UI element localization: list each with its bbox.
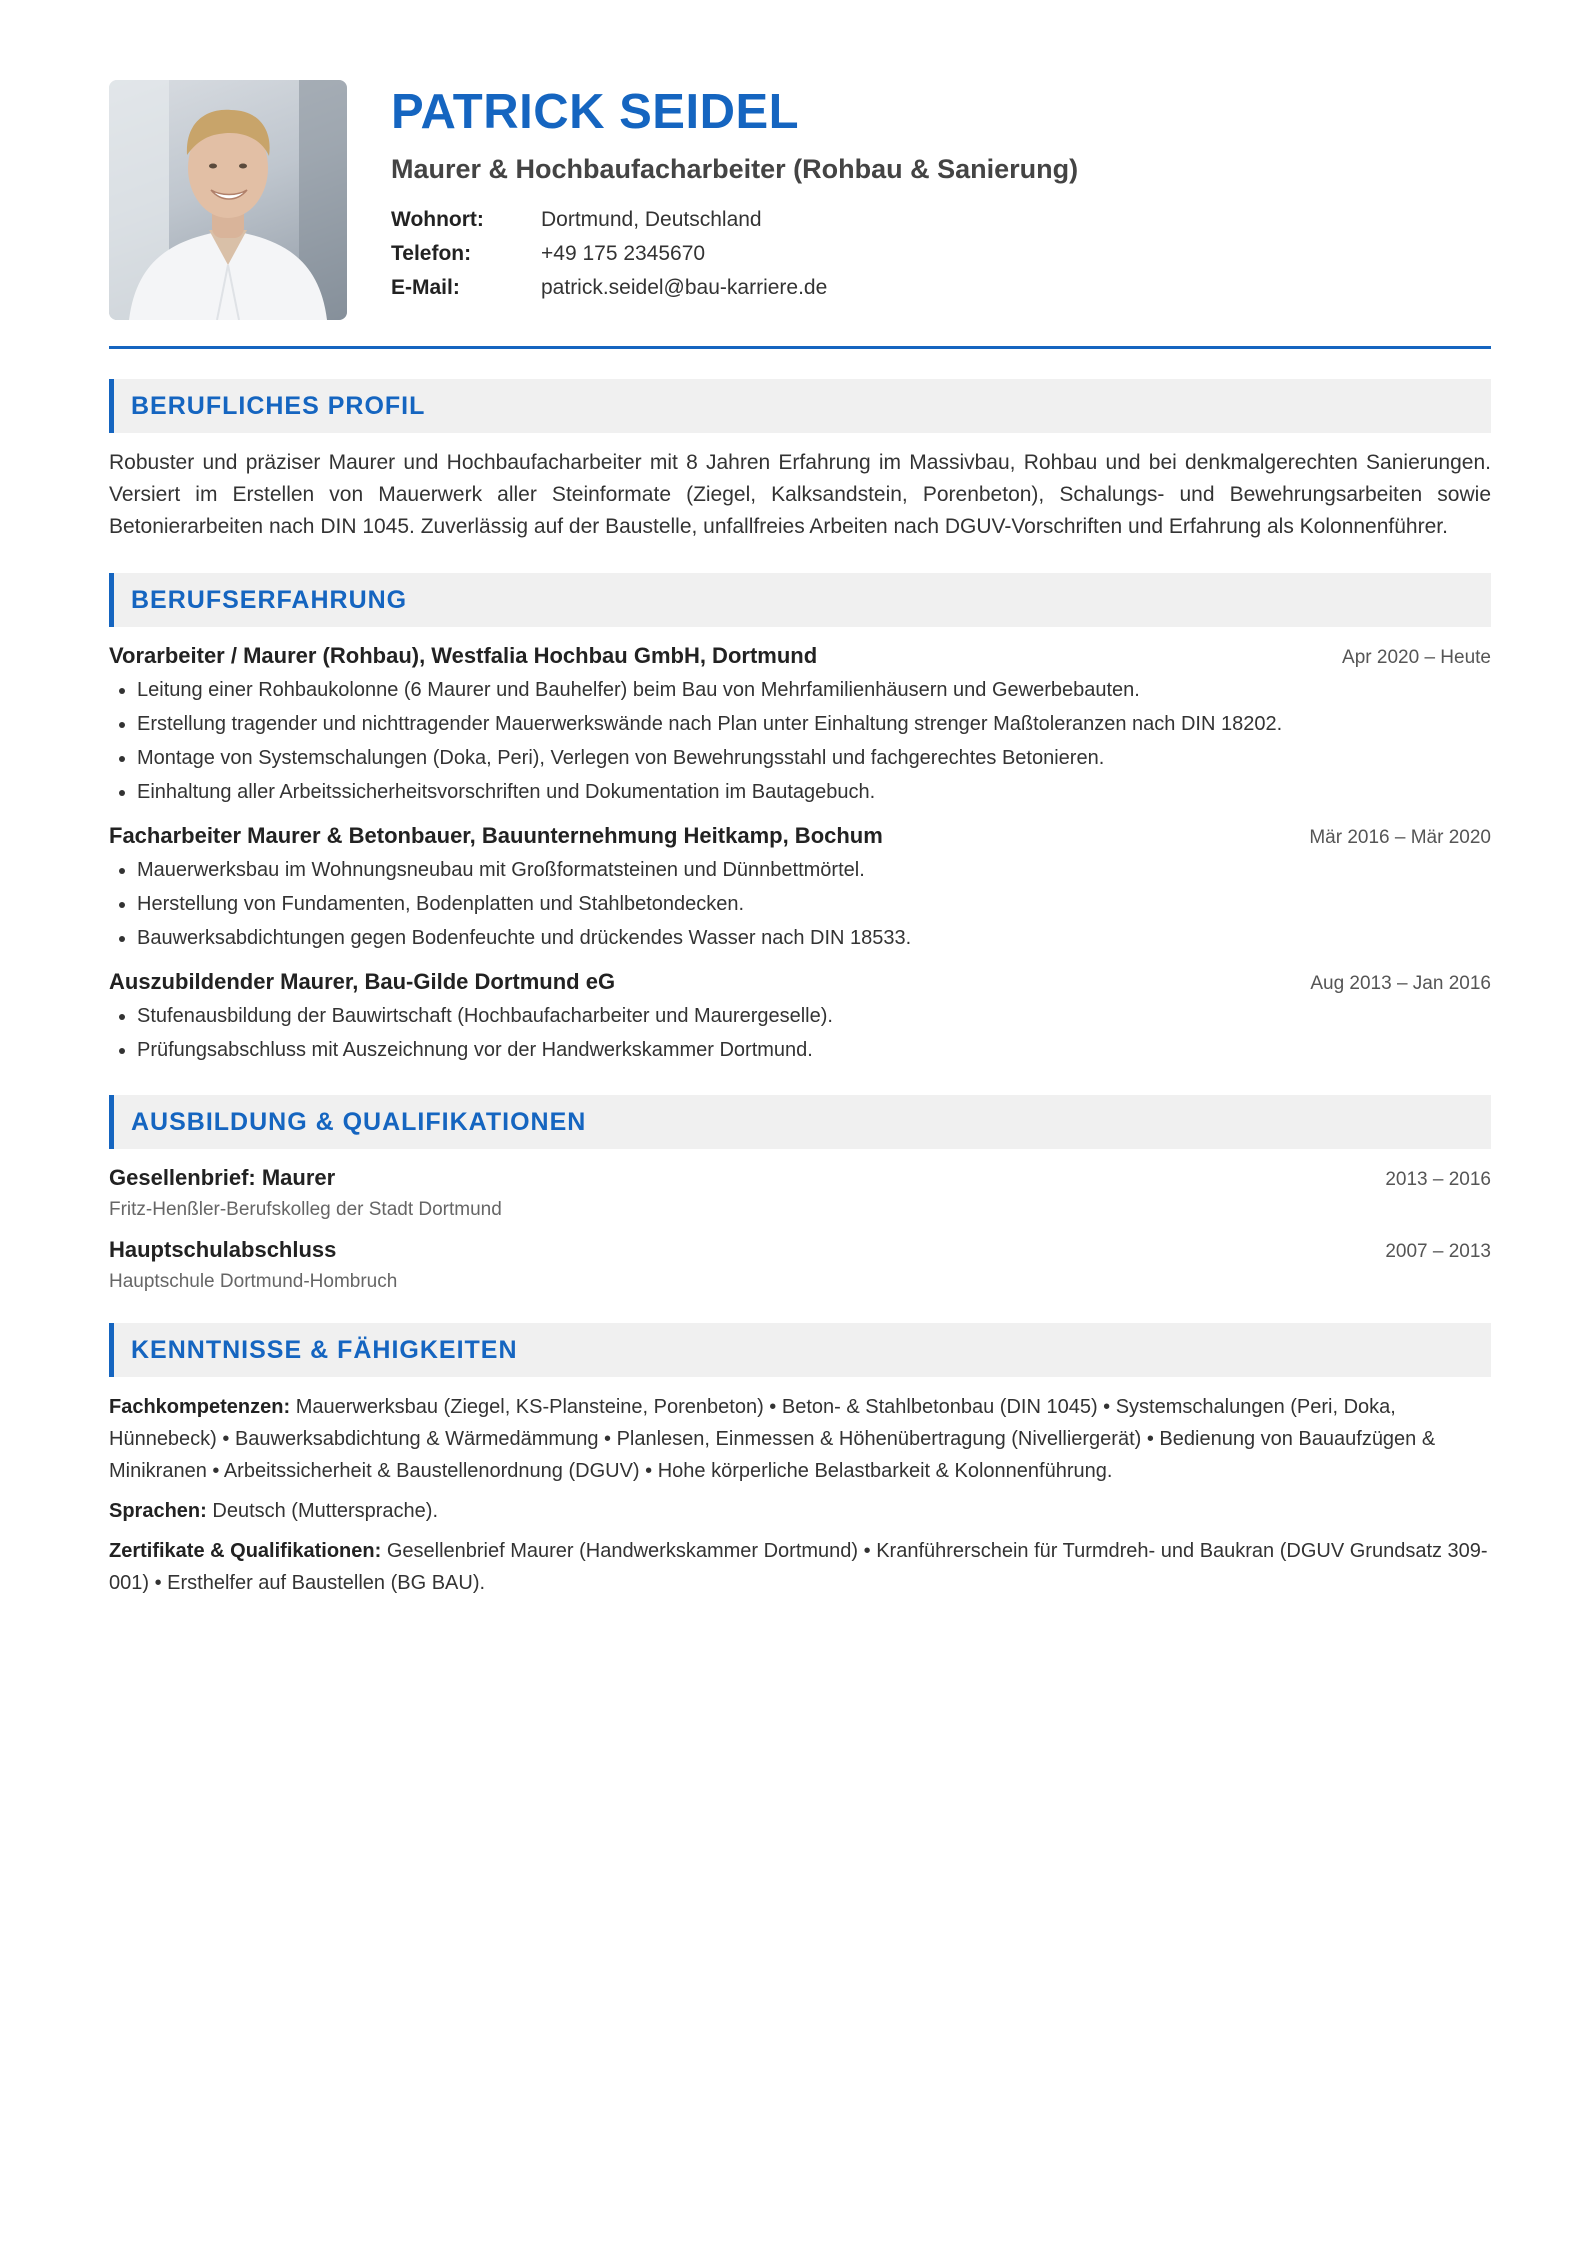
list-item: • Leitung einer Rohbaukolonne (6 Maurer und Bauhelfer) beim Bau von Mehrfamilienhäusern und Gewerbebauten.: [137, 673, 1491, 707]
email-value[interactable]: patrick.seidel@bau-karriere.de: [541, 275, 828, 299]
profile-photo: [109, 80, 347, 320]
list-item: • Bauwerksabdichtungen gegen Bodenfeuchte und drückendes Wasser nach DIN 18533.: [137, 921, 1491, 955]
skill-text: Mauerwerksbau (Ziegel, KS-Plansteine, Porenbeton) • Beton- & Stahlbetonbau (DIN 1045) • Systemschalungen (Peri, Doka, Hünnebeck) • Bauwerksabdichtung & Wärmedämmung • Planlesen, Einmessen & Höhenübertragung (Nivelliergerät) • Bedienung von Bauaufzügen & Minikranen • Arbeitssicherheit & Baustellenordnung (DGUV) • Hohe körperliche Belastbarkeit & Kolonnenführung.: [109, 1396, 1436, 1482]
contact-block: [391, 203, 1078, 305]
list-item: • Stufenausbildung der Bauwirtschaft (Hochbaufacharbeiter und Maurergeselle).: [137, 999, 1491, 1033]
header-divider: [109, 346, 1491, 349]
job-title: Auszubildender Maurer, Bau-Gilde Dortmund eG: [109, 969, 616, 994]
contact-label: Wohnort:: [391, 207, 484, 231]
job-date: Aug 2013 – Jan 2016: [1310, 973, 1491, 994]
job-entry: [109, 643, 1491, 809]
header-info: [391, 80, 1078, 305]
education-header: [109, 1237, 1491, 1263]
job-title: Vorarbeiter / Maurer (Rohbau), Westfalia Hochbau GmbH, Dortmund: [109, 643, 818, 668]
job-entry: [109, 969, 1491, 1067]
section-heading-text: AUSBILDUNG & QUALIFIKATIONEN: [131, 1107, 587, 1136]
job-date: Apr 2020 – Heute: [1342, 647, 1491, 668]
education-header: [109, 1165, 1491, 1191]
education-school: Hauptschule Dortmund-Hombruch: [109, 1271, 398, 1292]
list-item: • Montage von Systemschalungen (Doka, Peri), Verlegen von Bewehrungsstahl und fachgerechtes Betonieren.: [137, 741, 1491, 775]
education-school: Fritz-Henßler-Berufskolleg der Stadt Dortmund: [109, 1199, 502, 1220]
section-heading: [109, 1323, 1491, 1377]
skills-section: [109, 1323, 1491, 1599]
profile-section: [109, 379, 1491, 543]
education-title: Hauptschulabschluss: [109, 1237, 337, 1262]
job-header: [109, 643, 1491, 669]
skill-label: Sprachen:: [109, 1500, 207, 1522]
job-bullets: [109, 853, 1491, 955]
resume-header: [109, 80, 1491, 320]
list-item: • Einhaltung aller Arbeitssicherheitsvorschriften und Dokumentation im Bautagebuch.: [137, 775, 1491, 809]
list-item: • Herstellung von Fundamenten, Bodenplatten und Stahlbetondecken.: [137, 887, 1491, 921]
list-item: • Prüfungsabschluss mit Auszeichnung vor der Handwerkskammer Dortmund.: [137, 1033, 1491, 1067]
job-bullets: [109, 999, 1491, 1067]
skill-label: Zertifikate & Qualifikationen:: [109, 1540, 382, 1562]
experience-section: [109, 573, 1491, 1067]
section-heading: [109, 1095, 1491, 1149]
candidate-title: Maurer & Hochbaufacharbeiter (Rohbau & Sanierung): [391, 153, 1079, 184]
education-title: Gesellenbrief: Maurer: [109, 1165, 336, 1190]
contact-label: Telefon:: [391, 241, 472, 265]
education-entry: [109, 1237, 1491, 1293]
location-value: Dortmund, Deutschland: [541, 207, 762, 231]
section-heading: [109, 573, 1491, 627]
skill-paragraph: [109, 1535, 1491, 1599]
section-heading-text: KENNTNISSE & FÄHIGKEITEN: [131, 1335, 518, 1364]
list-item: • Erstellung tragender und nichttragender Mauerwerkswände nach Plan unter Einhaltung strenger Maßtoleranzen nach DIN 18202.: [137, 707, 1491, 741]
contact-row-phone: [391, 237, 1078, 271]
resume-page: [109, 80, 1491, 1599]
education-section: [109, 1095, 1491, 1293]
list-item: • Mauerwerksbau im Wohnungsneubau mit Großformatsteinen und Dünnbettmörtel.: [137, 853, 1491, 887]
section-heading-text: BERUFSERFAHRUNG: [131, 585, 408, 614]
job-header: [109, 969, 1491, 995]
education-date: 2013 – 2016: [1385, 1169, 1491, 1190]
skill-paragraph: [109, 1495, 1491, 1527]
job-title: Facharbeiter Maurer & Betonbauer, Bauunternehmung Heitkamp, Bochum: [109, 823, 883, 848]
section-heading-text: BERUFLICHES PROFIL: [131, 391, 426, 420]
profile-text: Robuster und präziser Maurer und Hochbaufacharbeiter mit 8 Jahren Erfahrung im Massivbau, Rohbau und bei denkmalgerechten Sanierungen. Versiert im Erstellen von Mauerwerk aller Steinformate (Ziegel, Kalksandstein, Porenbeton), Schalungs- und Bewehrungsarbeiten sowie Betonierarbeiten nach DIN 1045. Zuverlässig auf der Baustelle, unfallfreies Arbeiten nach DGUV-Vorschriften und Erfahrung als Kolonnenführer.: [109, 451, 1491, 538]
job-entry: [109, 823, 1491, 955]
contact-row-email: [391, 271, 1078, 305]
portrait-image: [109, 80, 347, 320]
education-entry: [109, 1165, 1491, 1221]
job-date: Mär 2016 – Mär 2020: [1309, 827, 1491, 848]
skill-text: Gesellenbrief Maurer (Handwerkskammer Dortmund) • Kranführerschein für Turmdreh- und Baukran (DGUV Grundsatz 309-001) • Ersthelfer auf Baustellen (BG BAU).: [109, 1540, 1488, 1594]
section-heading: [109, 379, 1491, 433]
skill-text: Deutsch (Muttersprache).: [212, 1500, 439, 1522]
phone-value: +49 175 2345670: [541, 241, 706, 265]
education-date: 2007 – 2013: [1385, 1241, 1491, 1262]
skill-paragraph: [109, 1391, 1491, 1487]
contact-row-location: [391, 203, 1078, 237]
job-bullets: [109, 673, 1491, 809]
job-header: [109, 823, 1491, 849]
contact-label: E-Mail:: [391, 275, 460, 299]
skill-label: Fachkompetenzen:: [109, 1396, 291, 1418]
candidate-name: PATRICK SEIDEL: [391, 85, 800, 139]
